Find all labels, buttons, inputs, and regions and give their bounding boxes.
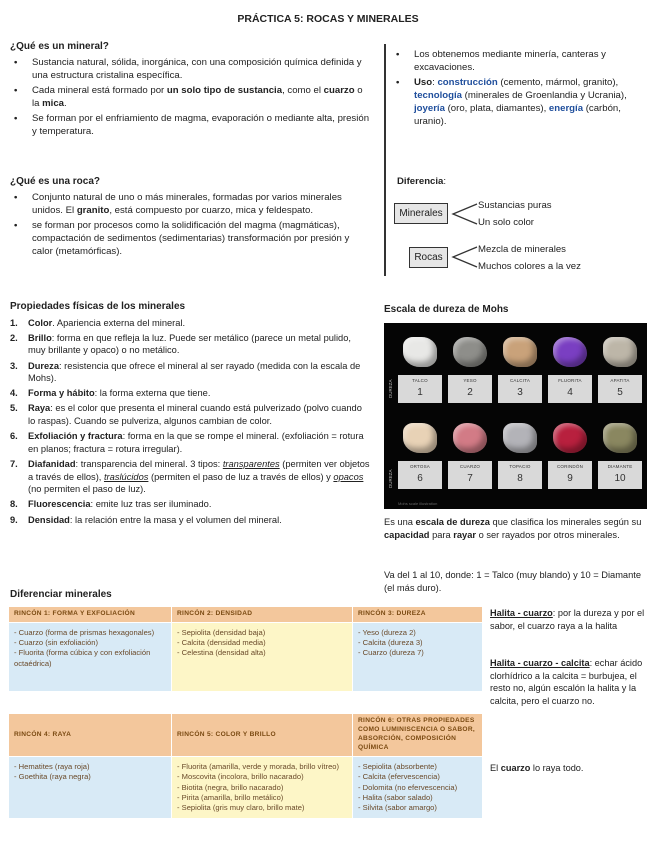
table-header: RINCÓN 4: RAYA bbox=[9, 714, 172, 757]
hardness-mineral-name: CUARZO bbox=[459, 464, 481, 469]
mohs-side-label: DUREZA bbox=[388, 469, 393, 488]
table-cell: - Hematites (raya roja) - Goethita (raya negra) bbox=[9, 757, 172, 819]
corners-table-1 bbox=[8, 606, 483, 692]
mohs-scale-image bbox=[384, 323, 647, 509]
properties-section bbox=[10, 300, 370, 529]
property-item: 3. Dureza: resistencia que ofrece el mineral al ser rayado (medida con la escala de Mohs). bbox=[10, 360, 361, 384]
hardness-tile bbox=[448, 461, 492, 489]
hardness-value: 5 bbox=[617, 386, 623, 398]
hardness-value: 2 bbox=[467, 386, 473, 398]
side-note-2: Halita - cuarzo - calcita: echar ácido clorhídrico a la calcita = burbujea, el resto no, algún escalón la halita y la calcita, pero el cuarzo no. bbox=[490, 658, 643, 706]
rocks-box: Rocas bbox=[409, 247, 448, 268]
table-cell: - Sepiolita (absorbente) - Calcita (efervescencia) - Dolomita (no efervescencia) - Halita (sabor salado) - Silvita (sabor amargo) bbox=[353, 757, 483, 819]
hardness-tile bbox=[498, 375, 542, 403]
hardness-value: 6 bbox=[417, 472, 423, 484]
hardness-value: 4 bbox=[567, 386, 573, 398]
hardness-mineral-name: CORINDÓN bbox=[556, 464, 584, 469]
hardness-tile bbox=[498, 461, 542, 489]
hardness-mineral-name: APATITA bbox=[610, 378, 630, 383]
property-item: 4. Forma y hábito: la forma externa que tiene. bbox=[10, 388, 211, 399]
property-item: 6. Exfoliación y fractura: forma en la que se rompe el mineral. (exfoliación = rotura en planos; fractura = rotura irregular). bbox=[10, 431, 364, 454]
hardness-tile bbox=[598, 461, 642, 489]
hardness-mineral-name: ORTOSA bbox=[409, 464, 431, 469]
mineral-sample-image bbox=[553, 337, 587, 367]
rock-bullet-2: • se forman por procesos como la solidificación del magma (magmáticas), compactación de sedimentos (sedimentarias) transformación por presión y calor (metamórficas). bbox=[32, 219, 370, 258]
mineral-bullet-1: • Sustancia natural, sólida, inorgánica, con una composición química definida y una estructura cristalina específica. bbox=[32, 56, 370, 82]
table-header: RINCÓN 5: COLOR Y BRILLO bbox=[172, 714, 353, 757]
mineral-sample-image bbox=[453, 423, 487, 453]
mohs-side-label: DUREZA bbox=[388, 379, 393, 398]
column-divider bbox=[384, 44, 386, 276]
hardness-tile bbox=[448, 375, 492, 403]
mohs-description: Es una escala de dureza que clasifica los minerales según su capacidad para rayar o ser rayados por otros minerales. bbox=[384, 517, 642, 540]
table-cell: - Yeso (dureza 2) - Calcita (dureza 3) - Cuarzo (dureza 7) bbox=[353, 622, 483, 691]
corners-table-2 bbox=[8, 713, 483, 819]
minerals-box: Minerales bbox=[394, 203, 448, 224]
rock-bullet-1: • Conjunto natural de uno o más minerales, formadas por varios minerales unidos. El granito, está compuesto por cuarzo, mica y feldespato. bbox=[32, 191, 370, 217]
hardness-tile bbox=[398, 461, 442, 489]
obtain-bullet: • Los obtenemos mediante minería, canteras y excavaciones. bbox=[414, 48, 643, 74]
mohs-range: Va del 1 al 10, donde: 1 = Talco (muy blando) y 10 = Diamante (el más duro). bbox=[384, 570, 642, 593]
page-title: PRÁCTICA 5: ROCAS Y MINERALES bbox=[237, 13, 419, 25]
differentiate-heading: Diferenciar minerales bbox=[10, 589, 112, 600]
rock-section bbox=[10, 175, 370, 260]
hardness-tile bbox=[398, 375, 442, 403]
mohs-footnote: Mohs scale illustration bbox=[398, 501, 438, 506]
mineral-sample-image bbox=[503, 423, 537, 453]
mineral-sample-image bbox=[603, 423, 637, 453]
side-note-3: El cuarzo lo raya todo. bbox=[490, 763, 584, 773]
mineral-sample-image bbox=[603, 337, 637, 367]
mineral-sample-image bbox=[503, 337, 537, 367]
table-cell: - Sepiolita (densidad baja) - Calcita (densidad media) - Celestina (densidad alta) bbox=[172, 622, 353, 691]
minerals-trait-2: Un solo color bbox=[478, 217, 534, 228]
table-cell: - Fluorita (amarilla, verde y morada, brillo vítreo) - Moscovita (incolora, brillo nacarado) - Biotita (negra, brillo nacarado) - Pirita (amarilla, brillo metálico) - Sepiolita (gris muy claro, brillo mate) bbox=[172, 757, 353, 819]
table-cell: - Cuarzo (forma de prismas hexagonales) - Cuarzo (sin exfoliación) - Fluorita (forma cúbica y con exfoliación octaédrica) bbox=[9, 622, 172, 691]
minerals-bracket bbox=[449, 200, 479, 230]
mineral-sample-image bbox=[553, 423, 587, 453]
mineral-sample-image bbox=[403, 337, 437, 367]
difference-heading: Diferencia: bbox=[397, 176, 447, 187]
table-header: RINCÓN 1: FORMA Y EXFOLIACIÓN bbox=[9, 607, 172, 623]
table-header: RINCÓN 6: OTRAS PROPIEDADES COMO LUMINISCENCIA O SABOR, ABSORCIÓN, COMPOSICIÓN QUÍMICA bbox=[353, 714, 483, 757]
property-item: 8. Fluorescencia: emite luz tras ser iluminado. bbox=[10, 499, 212, 510]
hardness-mineral-name: FLUORITA bbox=[558, 378, 582, 383]
mineral-heading: ¿Qué es un mineral? bbox=[10, 41, 109, 52]
table-header: RINCÓN 3: DUREZA bbox=[353, 607, 483, 623]
minerals-trait-1: Sustancias puras bbox=[478, 200, 552, 211]
hardness-value: 7 bbox=[467, 472, 473, 484]
hardness-value: 1 bbox=[417, 386, 423, 398]
mineral-bullet-3: • Se forman por el enfriamiento de magma, evaporación o mediante alta, presión y temperatura. bbox=[32, 112, 370, 138]
hardness-mineral-name: DIAMANTE bbox=[607, 464, 633, 469]
hardness-value: 10 bbox=[614, 472, 626, 484]
property-item: 2. Brillo: forma en que refleja la luz. Puede ser metálico (parece un metal pulido, muy brillante y opaco) o no metálico. bbox=[10, 332, 351, 356]
hardness-tile bbox=[598, 375, 642, 403]
mineral-sample-image bbox=[453, 337, 487, 367]
properties-heading: Propiedades físicas de los minerales bbox=[10, 301, 186, 312]
mineral-section bbox=[10, 40, 370, 140]
side-note-1: Halita - cuarzo: por la dureza y por el sabor, el cuarzo raya a la halita bbox=[490, 608, 645, 631]
rocks-bracket bbox=[449, 243, 479, 273]
hardness-value: 9 bbox=[567, 472, 573, 484]
hardness-value: 8 bbox=[517, 472, 523, 484]
uses-section bbox=[398, 46, 643, 130]
rock-heading: ¿Qué es una roca? bbox=[10, 176, 101, 187]
hardness-tile bbox=[548, 375, 592, 403]
mineral-sample-image bbox=[403, 423, 437, 453]
hardness-mineral-name: TOPACIO bbox=[509, 464, 531, 469]
property-item: 1. Color. Apariencia externa del mineral. bbox=[10, 317, 186, 328]
property-item: 7. Diafanidad: transparencia del mineral. 3 tipos: transparentes (permiten ver objetos a través de ellos), traslúcidos (permiten el paso de luz a través de ellos) y opacos (no permiten el paso de luz). bbox=[10, 459, 370, 495]
rocks-trait-2: Muchos colores a la vez bbox=[478, 261, 581, 272]
property-item: 5. Raya: es el color que presenta el mineral cuando está pulverizado (polvo cuando lo raspas). Cuando se pulveriza, algunos cambian de color. bbox=[10, 403, 362, 427]
hardness-mineral-name: YESO bbox=[463, 378, 477, 383]
table-header: RINCÓN 2: DENSIDAD bbox=[172, 607, 353, 623]
hardness-tile bbox=[548, 461, 592, 489]
uses-bullet: • Uso: construcción (cemento, mármol, granito), tecnología (minerales de Groenlandia y Ucrania), joyería (oro, plata, diamantes), energía (carbón, uranio). bbox=[414, 76, 643, 128]
rocks-trait-1: Mezcla de minerales bbox=[478, 244, 566, 255]
mohs-heading: Escala de dureza de Mohs bbox=[384, 304, 509, 315]
property-item: 9. Densidad: la relación entre la masa y el volumen del mineral. bbox=[10, 514, 282, 525]
mineral-bullet-2: • Cada mineral está formado por un solo tipo de sustancia, como el cuarzo o la mica. bbox=[32, 84, 370, 110]
hardness-mineral-name: CALCITA bbox=[509, 378, 531, 383]
hardness-value: 3 bbox=[517, 386, 523, 398]
hardness-mineral-name: TALCO bbox=[412, 378, 428, 383]
